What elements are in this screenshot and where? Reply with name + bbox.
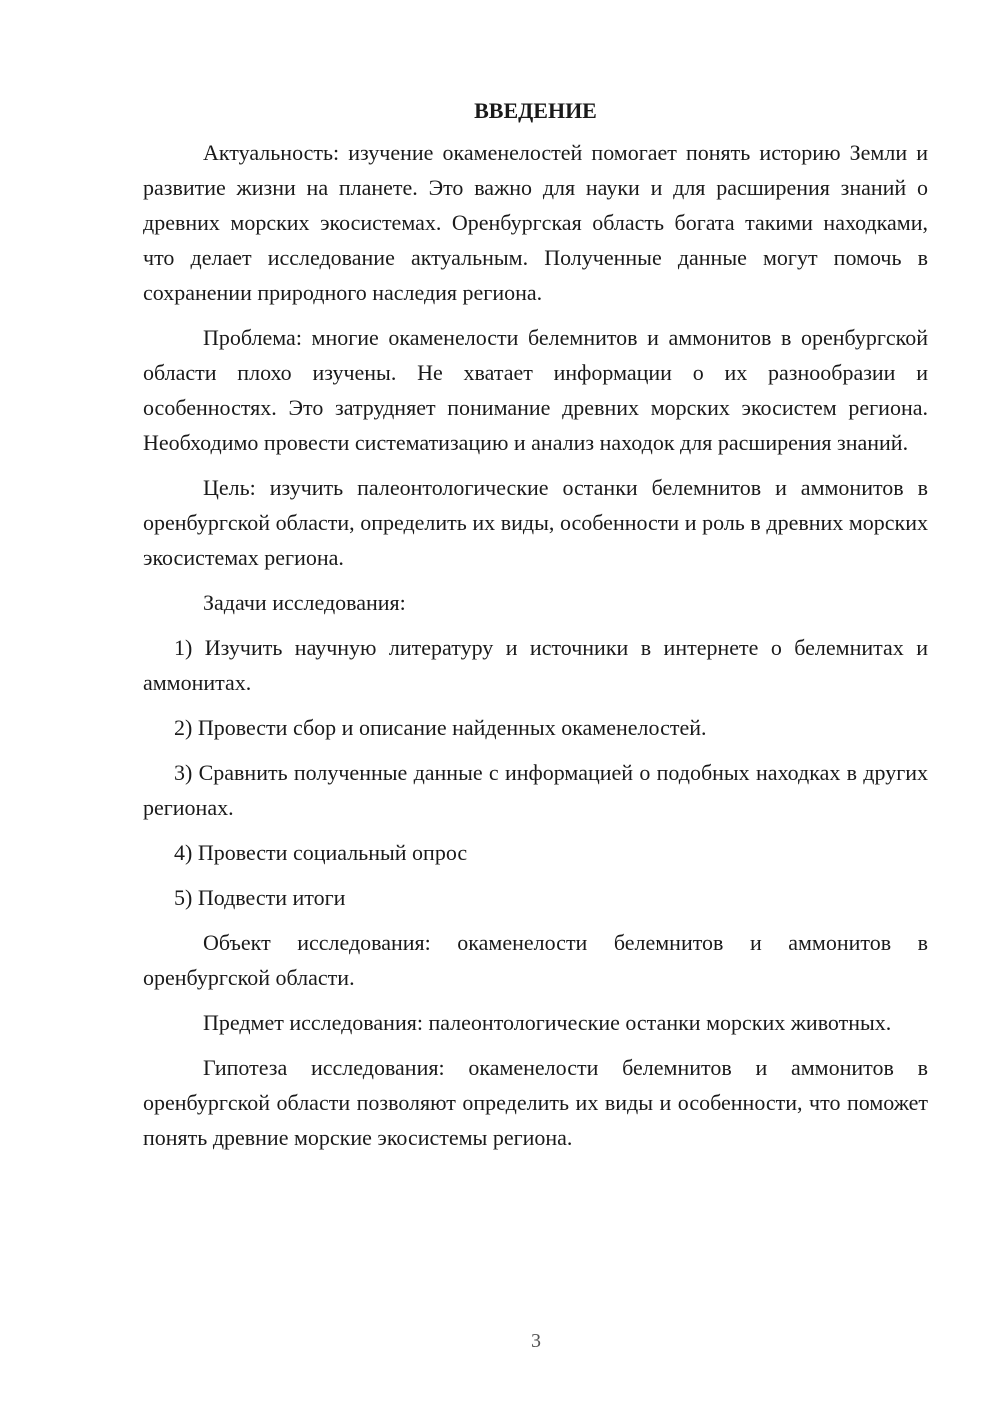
paragraph-relevance: Актуальность: изучение окаменелостей помогает понять историю Земли и развитие жизни на планете. Это важно для науки и для расширения знаний о древних морских экосистемах. Оренбургская область богата такими находками, что делает исследование актуальным. Полученные данные могут помочь в сохранении природного наследия региона. [143,140,928,305]
task-item-4: 4) Провести социальный опрос [174,840,468,865]
paragraph-hypothesis: Гипотеза исследования: окаменелости белемнитов и аммонитов в оренбургской области позволяют определить их виды и особенности, что поможет понять древние морские экосистемы региона. [143,1055,928,1150]
task-item-1: 1) Изучить научную литературу и источники в интернете о белемнитах и аммонитах. [143,635,928,695]
paragraph-problem: Проблема: многие окаменелости белемнитов и аммонитов в оренбургской области плохо изучены. Не хватает информации о их разнообразии и особенностях. Это затрудняет понимание древних морских экосистем региона. Необходимо провести систематизацию и анализ находок для расширения знаний. [143,325,928,455]
tasks-title: Задачи исследования: [203,590,406,615]
task-item-5: 5) Подвести итоги [174,885,346,910]
section-heading: ВВЕДЕНИЕ [474,98,597,123]
paragraph-subject: Предмет исследования: палеонтологические останки морских животных. [203,1010,892,1035]
page-content [143,93,928,1165]
task-item-3: 3) Сравнить полученные данные с информацией о подобных находках в других регионах. [143,760,928,820]
paragraph-goal: Цель: изучить палеонтологические останки белемнитов и аммонитов в оренбургской области, определить их виды, особенности и роль в древних морских экосистемах региона. [143,475,928,570]
page-number: 3 [531,1330,541,1352]
task-item-2: 2) Провести сбор и описание найденных окаменелостей. [174,715,707,740]
paragraph-object: Объект исследования: окаменелости белемнитов и аммонитов в оренбургской области. [143,930,928,990]
